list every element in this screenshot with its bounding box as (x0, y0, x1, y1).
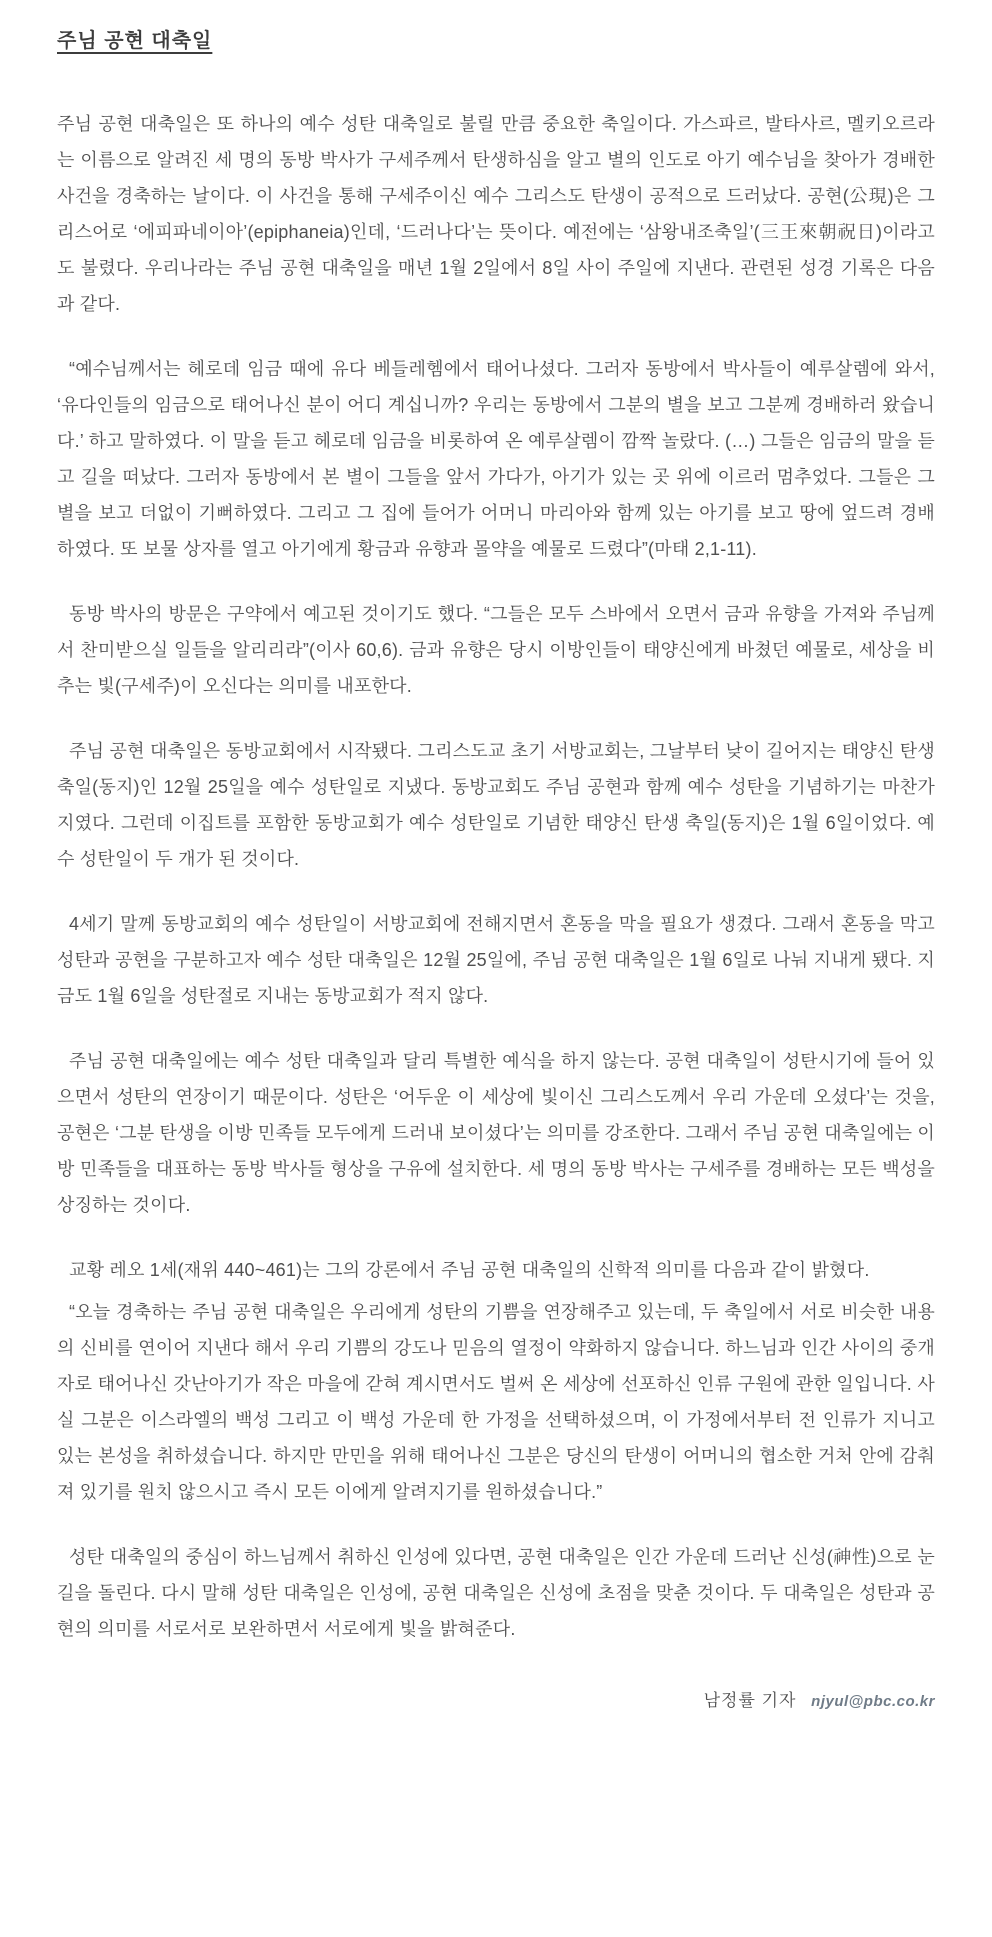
paragraph: 성탄 대축일의 중심이 하느님께서 취하신 인성에 있다면, 공현 대축일은 인간 가운데 드러난 신성(神性)으로 눈길을 돌린다. 다시 말해 성탄 대축일은 인성에, 공현 대축일은 신성에 초점을 맞춘 것이다. 두 대축일은 성탄과 공현의 의미를 서로서로 보완하면서 서로에게 빛을 밝혀준다. (57, 1547, 935, 1639)
byline (57, 1687, 935, 1716)
article-body (57, 106, 935, 1647)
paragraph: 교황 레오 1세(재위 440~461)는 그의 강론에서 주님 공현 대축일의 신학적 의미를 다음과 같이 밝혔다. (69, 1260, 870, 1280)
reporter-email: njyul@pbc.co.kr (811, 1693, 935, 1710)
article-title: 주님 공현 대축일 (57, 30, 213, 52)
reporter-name: 남정률 기자 (703, 1691, 797, 1710)
paragraph: 주님 공현 대축일은 또 하나의 예수 성탄 대축일로 불릴 만큼 중요한 축일이다. 가스파르, 발타사르, 멜키오르라는 이름으로 알려진 세 명의 동방 박사가 구세주께서 탄생하심을 알고 별의 인도로 아기 예수님을 찾아가 경배한 사건을 경축하는 날이다. 이 사건을 통해 구세주이신 예수 그리스도 탄생이 공적으로 드러났다. 공현(公現)은 그리스어로 ‘에피파네이아’(epiphaneia)인데, ‘드러나다’는 뜻이다. 예전에는 ‘삼왕내조축일’(三王來朝祝日)이라고도 불렸다. 우리나라는 주님 공현 대축일을 매년 1월 2일에서 8일 사이 주일에 지낸다. 관련된 성경 기록은 다음과 같다. (57, 114, 935, 314)
paragraph: “오늘 경축하는 주님 공현 대축일은 우리에게 성탄의 기쁨을 연장해주고 있는데, 두 축일에서 서로 비슷한 내용의 신비를 연이어 지낸다 해서 우리 기쁨의 강도나 믿음의 열정이 약화하지 않습니다. 하느님과 인간 사이의 중개자로 태어나신 갓난아기가 작은 마을에 갇혀 계시면서도 벌써 온 세상에 선포하신 인류 구원에 관한 일입니다. 사실 그분은 이스라엘의 백성 그리고 이 백성 가운데 한 가정을 선택하셨으며, 이 가정에서부터 전 인류가 지니고 있는 본성을 취하셨습니다. 하지만 만민을 위해 태어나신 그분은 당신의 탄생이 어머니의 협소한 거처 안에 감춰져 있기를 원치 않으시고 즉시 모든 이에게 알려지기를 원하셨습니다.” (57, 1302, 935, 1502)
paragraph: 주님 공현 대축일에는 예수 성탄 대축일과 달리 특별한 예식을 하지 않는다. 공현 대축일이 성탄시기에 들어 있으면서 성탄의 연장이기 때문이다. 성탄은 ‘어두운 이 세상에 빛이신 그리스도께서 우리 가운데 오셨다’는 것을, 공현은 ‘그분 탄생을 이방 민족들 모두에게 드러내 보이셨다’는 의미를 강조한다. 그래서 주님 공현 대축일에는 이방 민족들을 대표하는 동방 박사들 형상을 구유에 설치한다. 세 명의 동방 박사는 구세주를 경배하는 모든 백성을 상징하는 것이다. (57, 1051, 935, 1215)
paragraph: 주님 공현 대축일은 동방교회에서 시작됐다. 그리스도교 초기 서방교회는, 그날부터 낮이 길어지는 태양신 탄생 축일(동지)인 12월 25일을 예수 성탄일로 지냈다. 동방교회도 주님 공현과 함께 예수 성탄을 기념하기는 마찬가지였다. 그런데 이집트를 포함한 동방교회가 예수 성탄일로 기념한 태양신 탄생 축일(동지)은 1월 6일이었다. 예수 성탄일이 두 개가 된 것이다. (57, 741, 935, 869)
paragraph: “예수님께서는 헤로데 임금 때에 유다 베들레헴에서 태어나셨다. 그러자 동방에서 박사들이 예루살렘에 와서, ‘유다인들의 임금으로 태어나신 분이 어디 계십니까? 우리는 동방에서 그분의 별을 보고 그분께 경배하러 왔습니다.’ 하고 말하였다. 이 말을 듣고 헤로데 임금을 비롯하여 온 예루살렘이 깜짝 놀랐다. (…) 그들은 임금의 말을 듣고 길을 떠났다. 그러자 동방에서 본 별이 그들을 앞서 가다가, 아기가 있는 곳 위에 이르러 멈추었다. 그들은 그 별을 보고 더없이 기뻐하였다. 그리고 그 집에 들어가 어머니 마리아와 함께 있는 아기를 보고 땅에 엎드려 경배하였다. 또 보물 상자를 열고 아기에게 황금과 유향과 몰약을 예물로 드렸다”(마태 2,1-11). (57, 359, 935, 559)
paragraph: 동방 박사의 방문은 구약에서 예고된 것이기도 했다. “그들은 모두 스바에서 오면서 금과 유향을 가져와 주님께서 찬미받으실 일들을 알리리라”(이사 60,6). 금과 유향은 당시 이방인들이 태양신에게 바쳤던 예물로, 세상을 비추는 빛(구세주)이 오신다는 의미를 내포한다. (57, 604, 935, 696)
paragraph: 4세기 말께 동방교회의 예수 성탄일이 서방교회에 전해지면서 혼동을 막을 필요가 생겼다. 그래서 혼동을 막고 성탄과 공현을 구분하고자 예수 성탄 대축일은 12월 25일에, 주님 공현 대축일은 1월 6일로 나눠 지내게 됐다. 지금도 1월 6일을 성탄절로 지내는 동방교회가 적지 않다. (57, 914, 935, 1006)
